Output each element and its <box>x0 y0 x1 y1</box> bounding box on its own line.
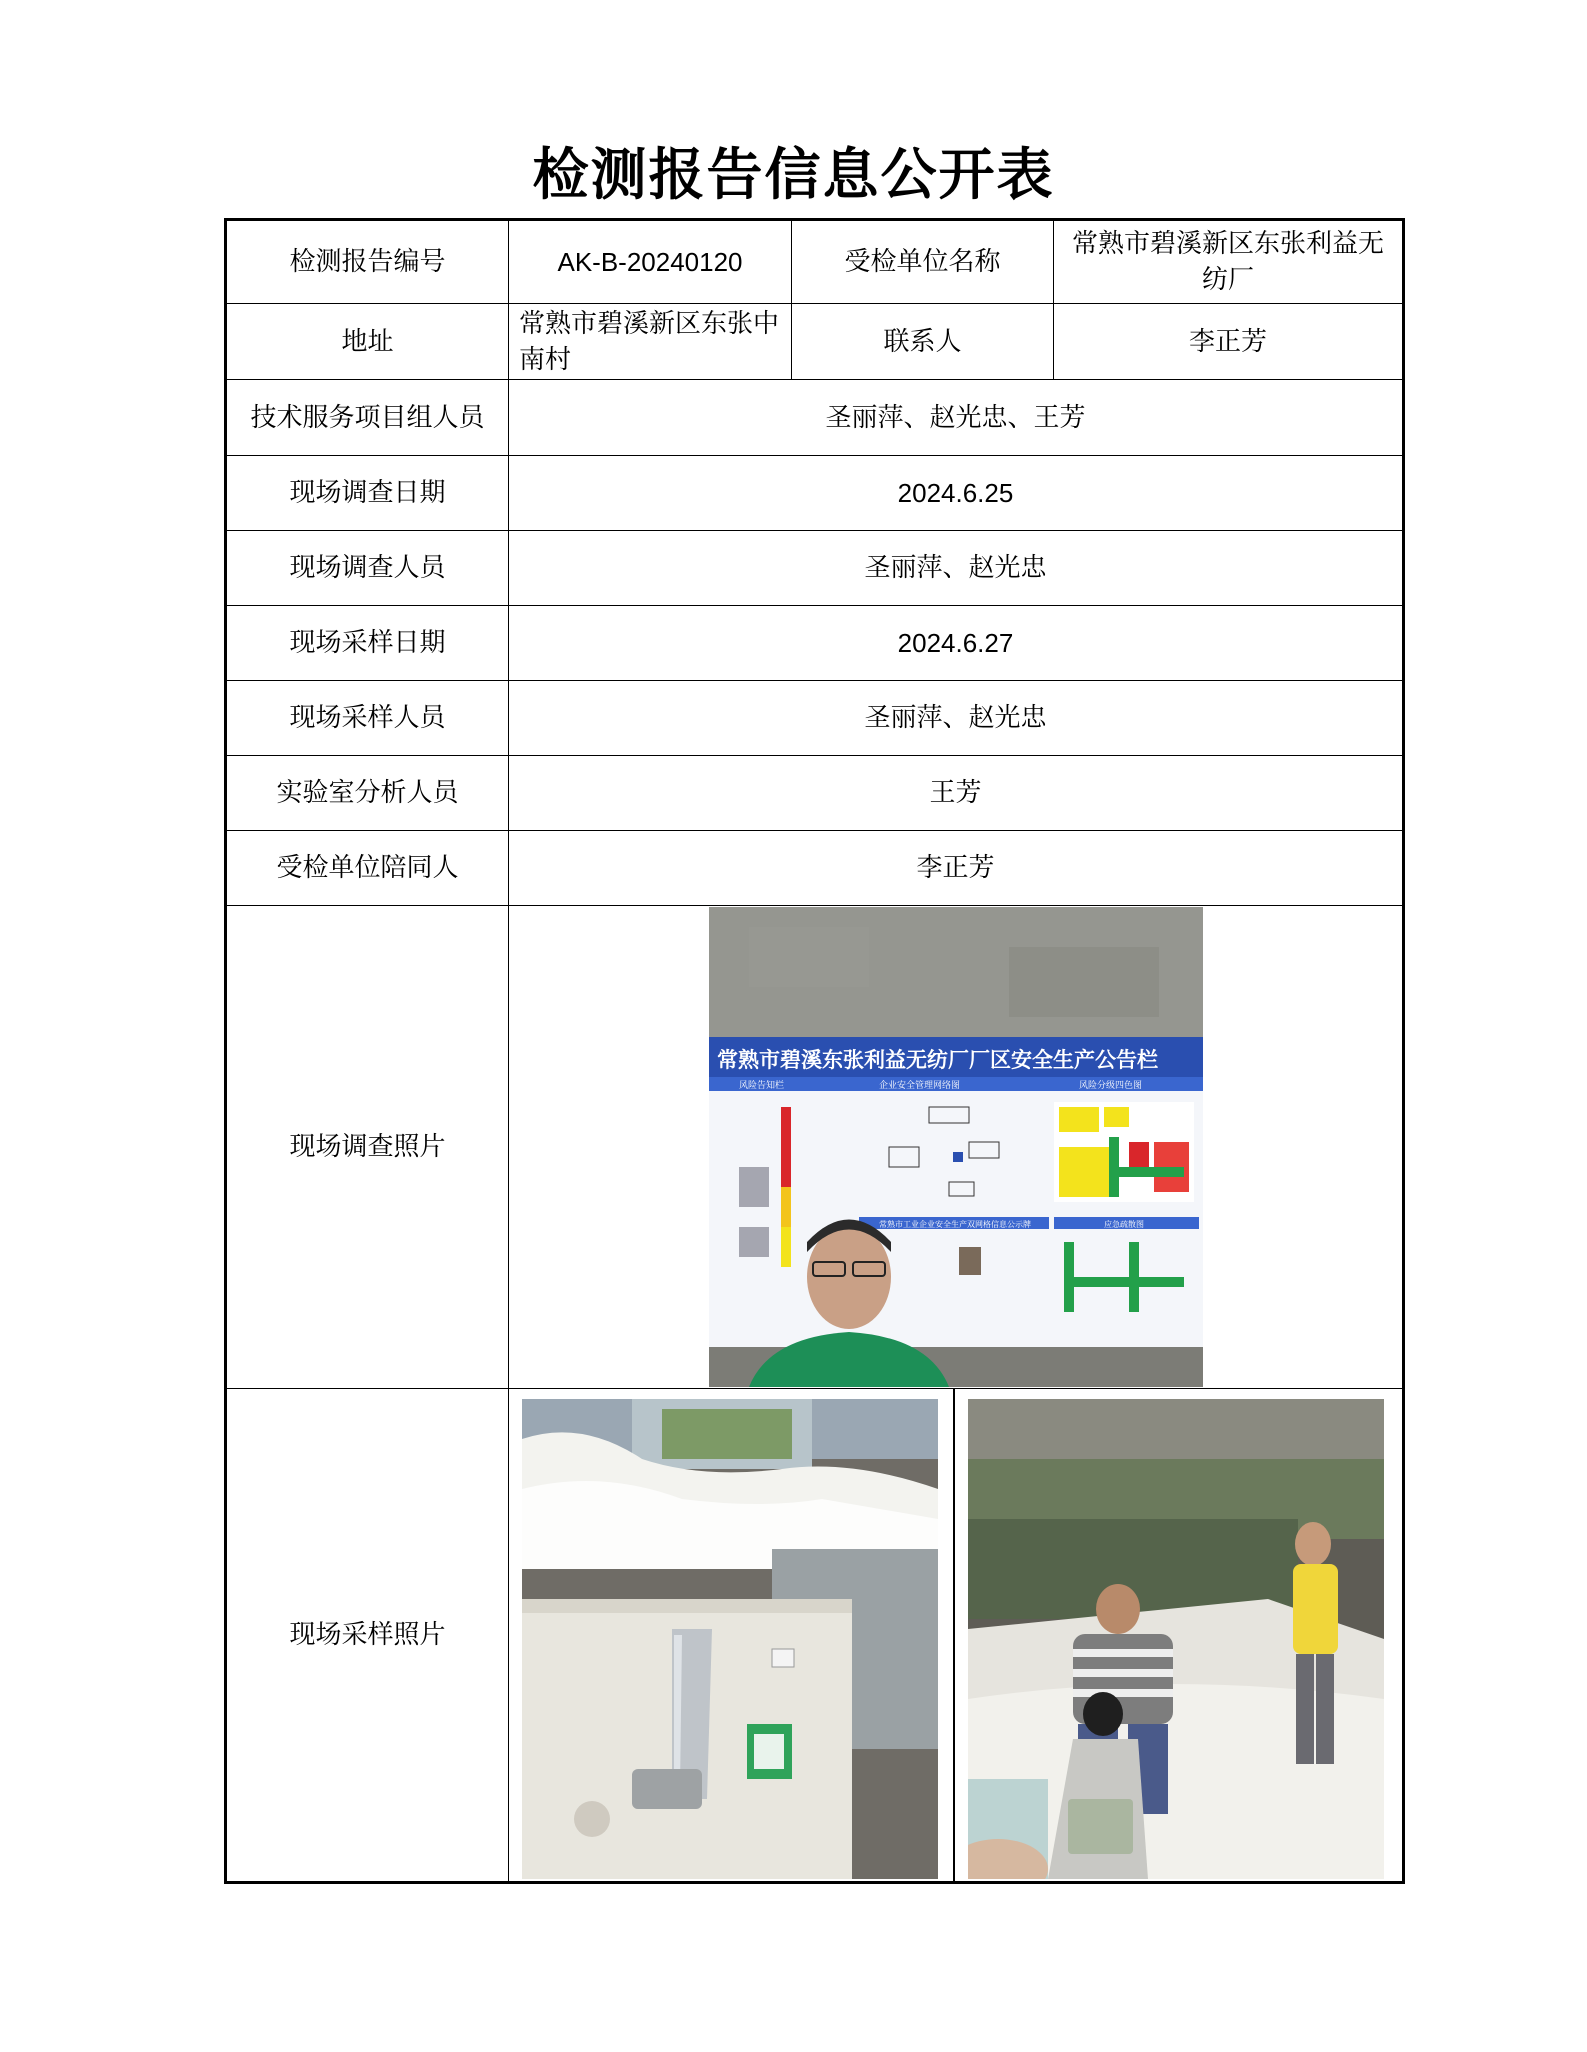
report-table <box>224 218 1405 1884</box>
page-title: 检测报告信息公开表 <box>532 143 1055 208</box>
row-value: 圣丽萍、赵光忠 <box>509 681 1404 756</box>
sampling-photo-right <box>968 1399 1384 1879</box>
address-value: 常熟市碧溪新区东张中南村 <box>509 304 792 380</box>
row-label: 现场调查日期 <box>226 456 509 531</box>
board-sub2: 企业安全管理网络图 <box>878 1081 960 1091</box>
survey-photo <box>709 907 1203 1387</box>
row-value: 李正芳 <box>509 831 1404 906</box>
contact-label: 联系人 <box>792 304 1054 380</box>
table-row <box>226 606 1404 681</box>
board-sub4: 常熟市工业企业安全生产双网格信息公示牌 <box>878 1220 1031 1229</box>
table-row <box>226 756 1404 831</box>
table-row <box>226 220 1404 304</box>
table-row <box>226 380 1404 456</box>
row-value: 圣丽萍、赵光忠、王芳 <box>509 380 1404 456</box>
sampling-photo-label: 现场采样照片 <box>226 1389 509 1883</box>
table-row <box>226 531 1404 606</box>
contact-value: 李正芳 <box>1054 304 1404 380</box>
table-row <box>226 906 1404 1389</box>
row-label: 现场采样人员 <box>226 681 509 756</box>
row-label: 现场调查人员 <box>226 531 509 606</box>
row-label: 技术服务项目组人员 <box>226 380 509 456</box>
table-row <box>226 1389 1404 1883</box>
row-label: 现场采样日期 <box>226 606 509 681</box>
survey-photo-label: 现场调查照片 <box>226 906 509 1389</box>
photo-divider <box>953 1389 955 1881</box>
address-label: 地址 <box>226 304 509 380</box>
table-row <box>226 831 1404 906</box>
unit-label: 受检单位名称 <box>792 220 1054 304</box>
row-label: 实验室分析人员 <box>226 756 509 831</box>
table-row <box>226 304 1404 380</box>
unit-value: 常熟市碧溪新区东张利益无纺厂 <box>1054 220 1404 304</box>
board-title: 常熟市碧溪东张利益无纺厂厂区安全生产公告栏 <box>716 1048 1158 1072</box>
board-sub3: 风险分级四色图 <box>1078 1081 1142 1091</box>
table-row <box>226 456 1404 531</box>
row-value: 2024.6.27 <box>509 606 1404 681</box>
survey-photo-cell <box>509 906 1404 1389</box>
board-sub5: 应急疏散图 <box>1103 1220 1144 1229</box>
row-value: 2024.6.25 <box>509 456 1404 531</box>
sampling-photo-left <box>522 1399 938 1879</box>
row-label: 受检单位陪同人 <box>226 831 509 906</box>
board-sub1: 风险告知栏 <box>738 1081 784 1091</box>
row-value: 圣丽萍、赵光忠 <box>509 531 1404 606</box>
report-no-value: AK-B-20240120 <box>509 220 792 304</box>
table-row <box>226 681 1404 756</box>
sampling-photo-cell <box>509 1389 1404 1883</box>
report-no-label: 检测报告编号 <box>226 220 509 304</box>
row-value: 王芳 <box>509 756 1404 831</box>
